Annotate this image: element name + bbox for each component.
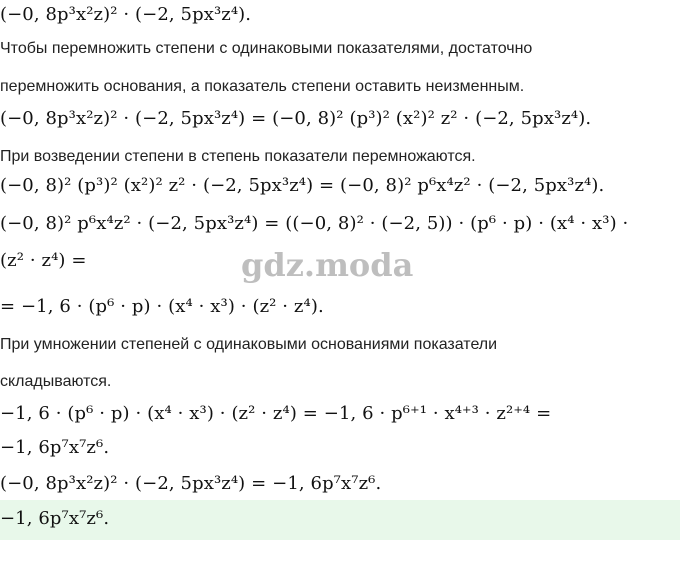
math-step: (−0, 8)² p⁶x⁴z² · (−2, 5px³z⁴) = ((−0, 8)² · (−2, 5)) · (p⁶ · p) · (x⁴ · x³) · [0,213,629,234]
result-equation: (−0, 8p³x²z)² · (−2, 5px³z⁴) = −1, 6p⁷x⁷z⁶. [0,473,382,494]
math-step: (−0, 8p³x²z)² · (−2, 5px³z⁴) = (−0, 8)² (p³)² (x²)² z² · (−2, 5px³z⁴). [0,108,592,129]
math-step: −1, 6 · (p⁶ · p) · (x⁴ · x³) · (z² · z⁴) = −1, 6 · p⁶⁺¹ · x⁴⁺³ · z²⁺⁴ = [0,403,552,424]
explanation-line: При умножении степеней с одинаковыми основаниями показатели [0,336,498,353]
explanation-line: При возведении степени в степень показатели перемножаются. [0,148,476,165]
problem-expression: (−0, 8p³x²z)² · (−2, 5px³z⁴). [0,4,252,25]
explanation-line: Чтобы перемножить степени с одинаковыми показателями, достаточно [0,40,533,57]
math-step: −1, 6p⁷x⁷z⁶. [0,437,110,458]
answer-text: −1, 6p⁷x⁷z⁶. [0,508,110,529]
math-step: = −1, 6 · (p⁶ · p) · (x⁴ · x³) · (z² · z⁴). [0,296,324,317]
math-step: (−0, 8)² (p³)² (x²)² z² · (−2, 5px³z⁴) = (−0, 8)² p⁶x⁴z² · (−2, 5px³z⁴). [0,175,605,196]
math-step: (z² · z⁴) = [0,250,87,271]
explanation-line: перемножить основания, а показатель степени оставить неизменным. [0,78,525,95]
watermark-logo: gdz.moda [241,246,414,284]
answer-highlight [0,500,680,540]
explanation-line: складываются. [0,373,112,390]
